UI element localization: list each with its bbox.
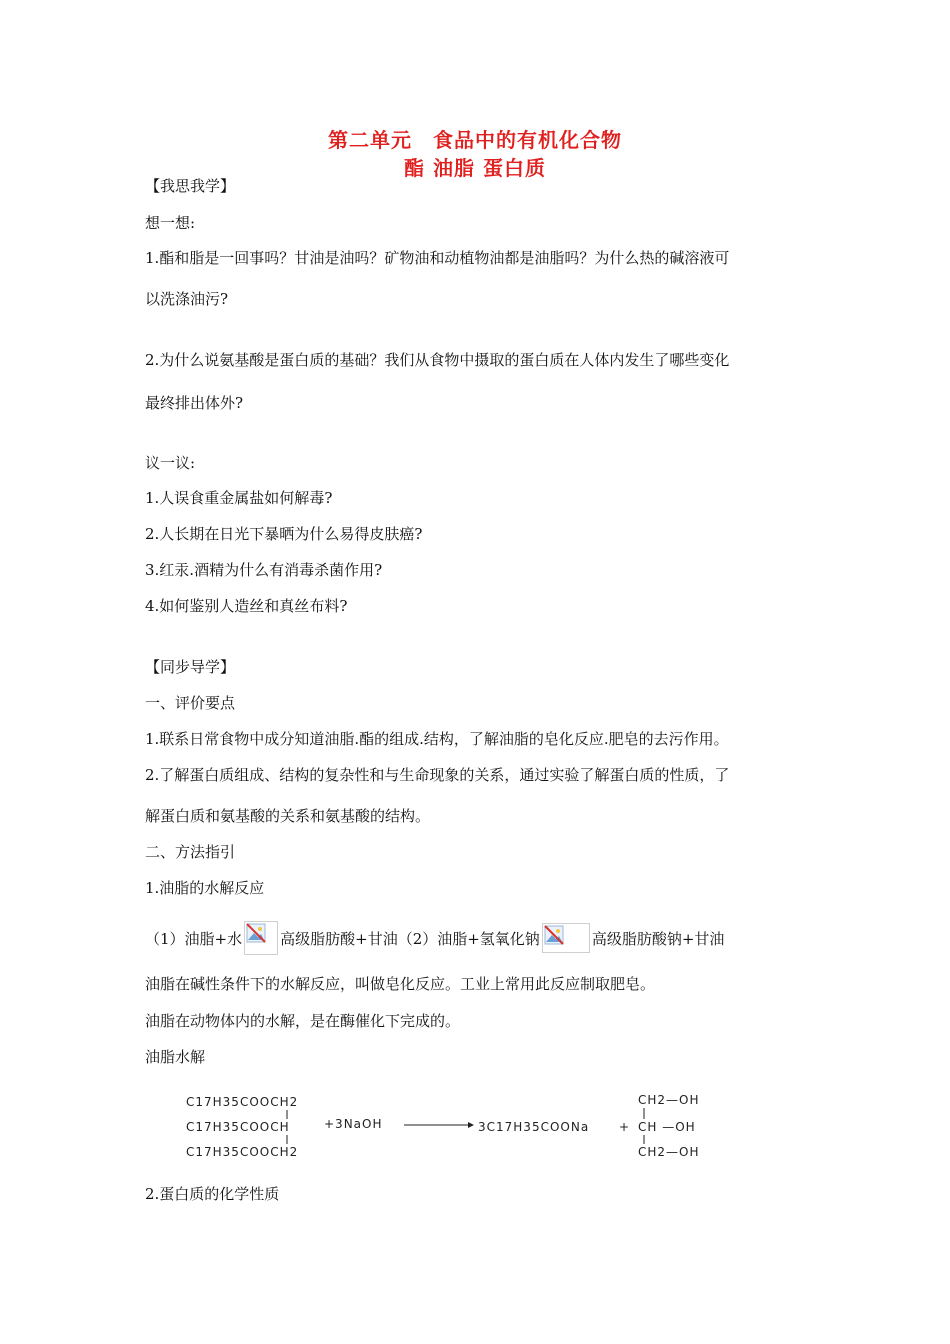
saponification-reaction-diagram	[186, 1090, 726, 1170]
equation-1-left: （1）油脂+水	[145, 929, 243, 948]
point-2-line-2: 解蛋白质和氨基酸的关系和氨基酸的结构。	[145, 807, 431, 825]
hydrolysis-equations	[145, 918, 724, 958]
section-heading-think: 【我思我学】	[145, 177, 236, 195]
ester-row-1: C17H35COOCH2	[186, 1095, 299, 1109]
glycerol-row-3: CH2—OH	[638, 1145, 700, 1159]
part-1-title: 一、评价要点	[145, 694, 236, 712]
method-1-title: 1.油脂的水解反应	[145, 879, 265, 897]
question-1-line-2: 以洗涤油污?	[145, 290, 229, 308]
enzyme-note: 油脂在动物体内的水解，是在酶催化下完成的。	[145, 1012, 461, 1030]
question-2-line-2: 最终排出体外?	[145, 394, 244, 412]
discuss-label: 议一议:	[145, 454, 196, 472]
discuss-item-2: 2.人长期在日光下暴晒为什么易得皮肤癌?	[145, 525, 423, 543]
title-line-1: 第二单元 食品中的有机化合物	[328, 128, 622, 152]
discuss-item-1: 1.人误食重金属盐如何解毒?	[145, 489, 333, 507]
method-2-title: 2.蛋白质的化学性质	[145, 1185, 280, 1203]
glycerol-row-2: CH —OH	[638, 1120, 696, 1134]
plus-sign: +	[619, 1120, 631, 1134]
broken-image-icon	[244, 921, 278, 955]
reagent-naoh: +3NaOH	[324, 1117, 383, 1131]
reaction-arrowhead	[468, 1122, 474, 1128]
equation-1-right: 高级脂肪酸+甘油（2）油脂+氢氧化钠	[280, 929, 540, 948]
ester-row-2: C17H35COOCH	[186, 1120, 290, 1134]
product-soap: 3C17H35COONa	[478, 1120, 590, 1134]
section-heading-sync: 【同步导学】	[145, 658, 236, 676]
saponification-note: 油脂在碱性条件下的水解反应，叫做皂化反应。工业上常用此反应制取肥皂。	[145, 975, 656, 993]
question-2-line-1: 2.为什么说氨基酸是蛋白质的基础？我们从食物中摄取的蛋白质在人体内发生了哪些变化	[145, 351, 730, 369]
glycerol-row-1: CH2—OH	[638, 1093, 700, 1107]
point-2-line-1: 2.了解蛋白质组成、结构的复杂性和与生命现象的关系，通过实验了解蛋白质的性质，了	[145, 766, 730, 784]
title-line-2: 酯 油脂 蛋白质	[404, 156, 546, 180]
discuss-item-4: 4.如何鉴别人造丝和真丝布料?	[145, 597, 348, 615]
discuss-item-3: 3.红汞.酒精为什么有消毒杀菌作用?	[145, 561, 383, 579]
part-2-title: 二、方法指引	[145, 843, 236, 861]
question-1-line-1: 1.酯和脂是一回事吗？甘油是油吗？矿物油和动植物油都是油脂吗？为什么热的碱溶液可	[145, 249, 730, 267]
broken-image-icon	[542, 923, 590, 953]
hydrolysis-label: 油脂水解	[145, 1048, 206, 1066]
equation-2-right: 高级脂肪酸钠+甘油	[591, 929, 725, 948]
think-label: 想一想:	[145, 214, 196, 232]
ester-row-3: C17H35COOCH2	[186, 1145, 299, 1159]
point-1: 1.联系日常食物中成分知道油脂.酯的组成.结构，了解油脂的皂化反应.肥皂的去污作用。	[145, 730, 729, 748]
